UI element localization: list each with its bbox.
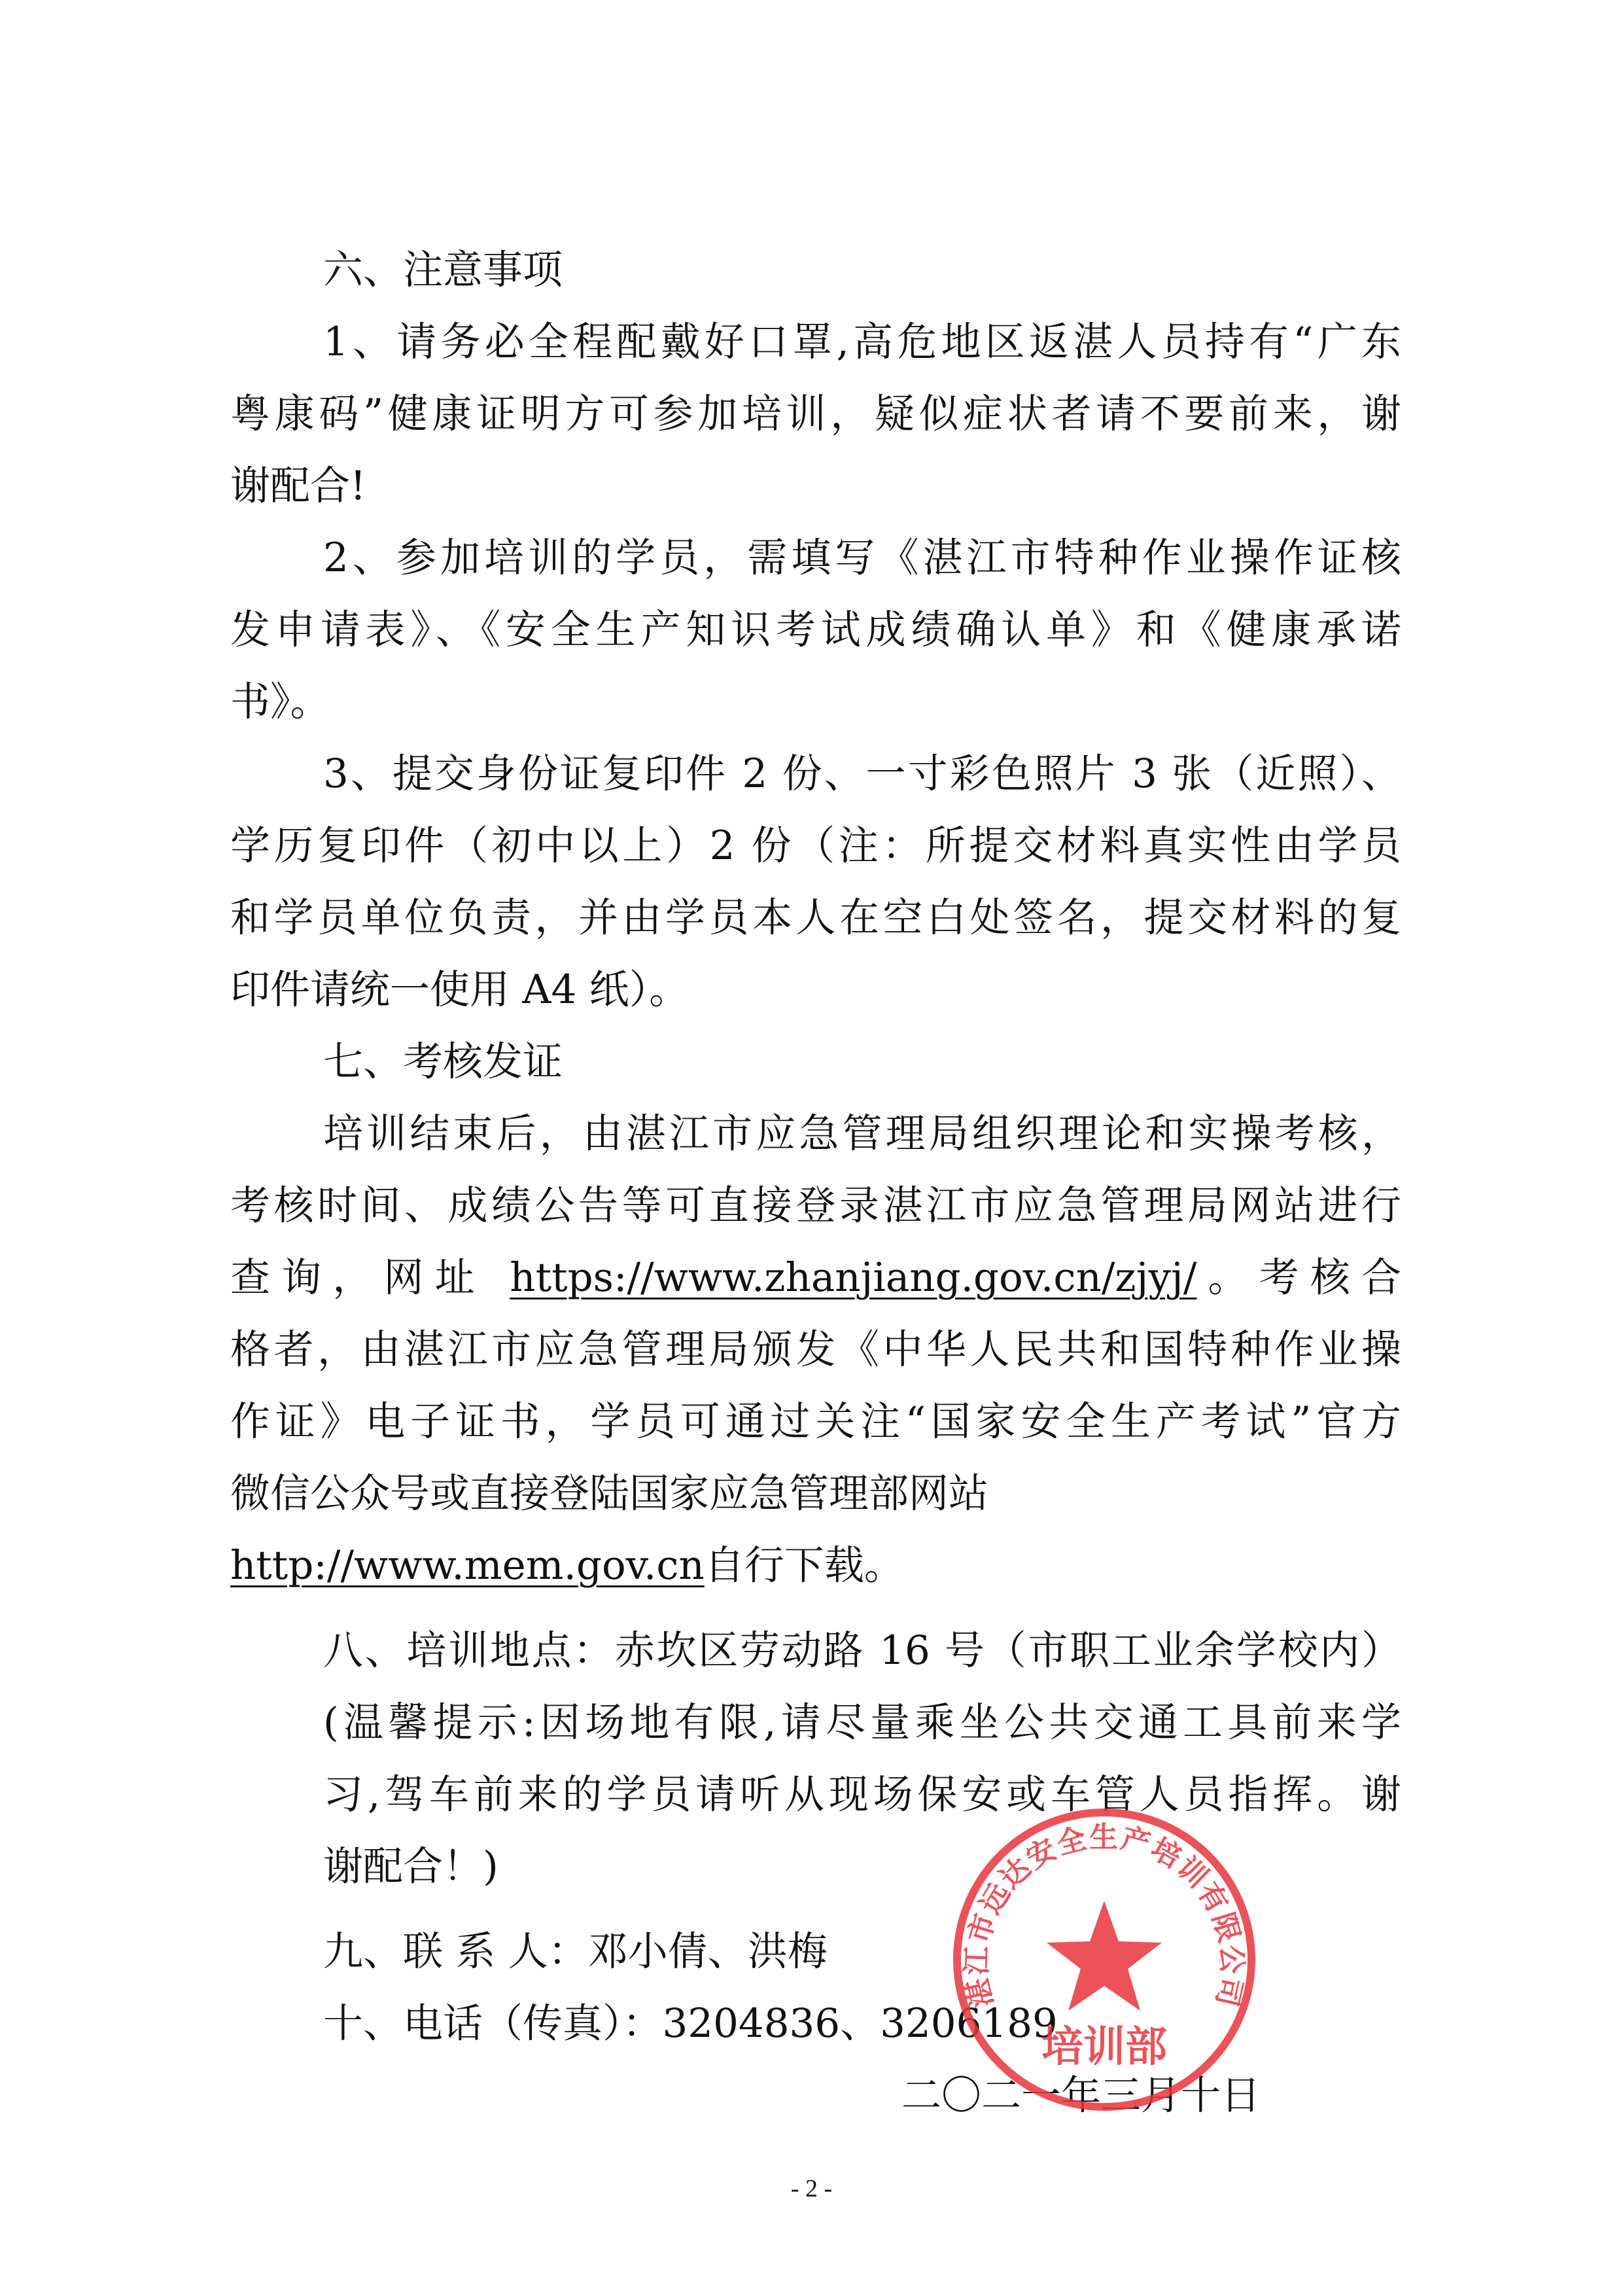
line-s8-l2: (温馨提示:因场地有限,请尽量乘坐公共交通工具前来学 <box>323 1699 1401 1746</box>
line-s7-l1: 培训结束后，由湛江市应急管理局组织理论和实操考核， <box>323 1110 1401 1157</box>
s7-l3-suffix: 。考核合 <box>1196 1254 1401 1301</box>
signature-date: 二〇二一年三月十日 <box>901 2072 1261 2119</box>
line-s9-contacts: 九、联 系 人：邓小倩、洪梅 <box>323 1928 828 1975</box>
line-s6-p3-l2: 学历复印件（初中以上）2 份（注：所提交材料真实性由学员 <box>230 822 1401 869</box>
line-s6-p1-l1: 1、请务必全程配戴好口罩,高危地区返湛人员持有“广东 <box>323 319 1401 365</box>
line-s6-p2-l1: 2、参加培训的学员，需填写《湛江市特种作业操作证核 <box>323 535 1401 581</box>
line-s6-p1-l3: 谢配合! <box>230 463 366 509</box>
line-s6-p3-l4: 印件请统一使用 A4 纸）。 <box>230 966 689 1013</box>
line-s7-l5: 作证》电子证书，学员可通过关注“国家安全生产考试”官方 <box>230 1398 1401 1445</box>
page-number: - 2 - <box>790 2175 833 2202</box>
mem-website-link[interactable]: http://www.mem.gov.cn <box>230 1542 705 1589</box>
line-s6-p2-l2: 发申请表》、《安全生产知识考试成绩确认单》和《健康承诺 <box>230 607 1401 653</box>
line-s6-title: 六、注意事项 <box>323 247 563 293</box>
line-s7-l3 <box>230 1242 1401 1314</box>
seal-outer-text: 湛江市远达安全生产培训有限公司 <box>960 1820 1249 2011</box>
line-s7-l6: 微信公众号或直接登陆国家应急管理部网站 <box>230 1470 989 1517</box>
line-s6-p3-l1: 3、提交身份证复印件 2 份、一寸彩色照片 3 张（近照）、 <box>323 751 1401 797</box>
line-s6-p2-l3: 书》。 <box>230 679 330 725</box>
company-seal <box>947 1803 1261 2117</box>
seal-center-text: 培训部 <box>1041 2023 1167 2072</box>
zjyj-website-link[interactable]: https://www.zhanjiang.gov.cn/zjyj/ <box>510 1254 1197 1301</box>
line-s10-phone: 十、电话（传真）：3204836、3206189 <box>323 2000 1058 2047</box>
line-s8-l3: 习,驾车前来的学员请听从现场保安或车管人员指挥。谢 <box>323 1771 1401 1818</box>
line-s7-l4: 格者，由湛江市应急管理局颁发《中华人民共和国特种作业操 <box>230 1326 1401 1373</box>
line-s6-p1-l2: 粤康码”健康证明方可参加培训，疑似症状者请不要前来，谢 <box>230 391 1401 437</box>
seal-star-icon <box>1047 1901 1162 2011</box>
s7-l3-prefix: 查询，网址 <box>230 1254 510 1301</box>
line-s8-l1: 八、培训地点：赤坎区劳动路 16 号（市职工业余学校内） <box>323 1627 1401 1674</box>
line-s7-title: 七、考核发证 <box>323 1038 563 1085</box>
s7-l7-suffix: 自行下载。 <box>704 1542 904 1589</box>
line-s7-l7 <box>230 1530 1401 1602</box>
line-s7-l2: 考核时间、成绩公告等可直接登录湛江市应急管理局网站进行 <box>230 1182 1401 1229</box>
line-s8-l4: 谢配合！) <box>323 1843 498 1890</box>
line-s6-p3-l3: 和学员单位负责，并由学员本人在空白处签名，提交材料的复 <box>230 894 1401 941</box>
